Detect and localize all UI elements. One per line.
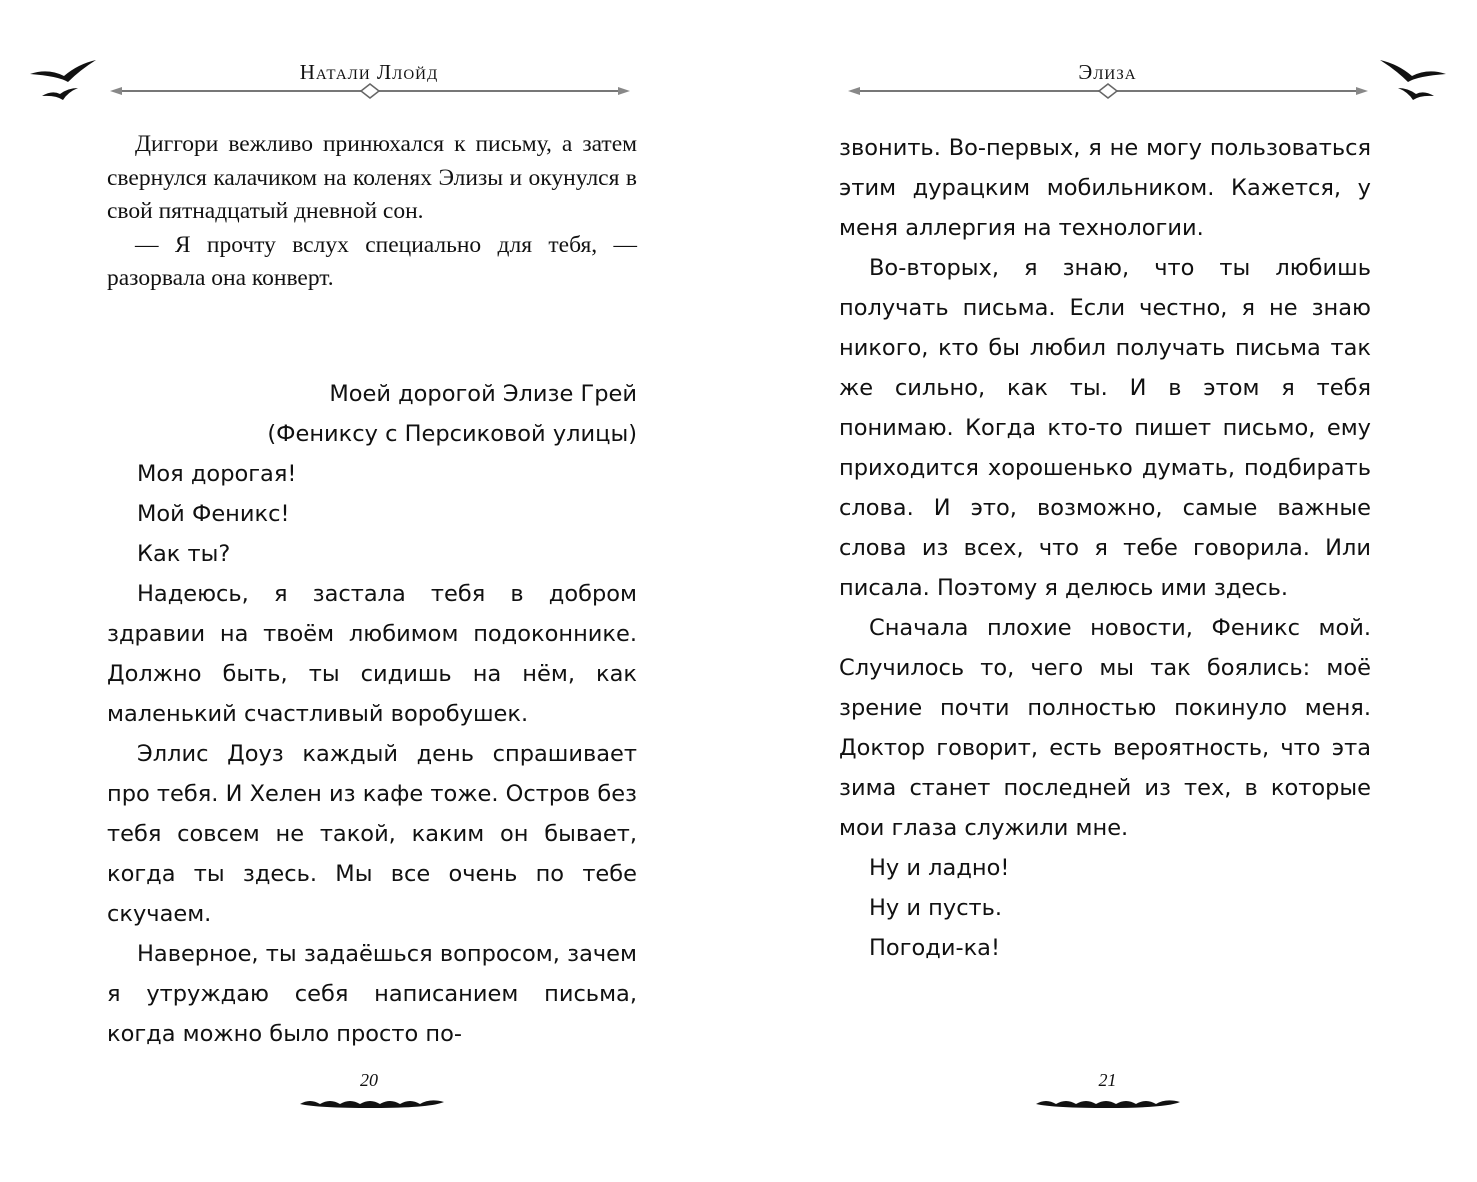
- letter-paragraph: звонить. Во-первых, я не могу пользоваться этим дурацким мобильником. Кажется, у меня аллергия на технологии.: [839, 135, 1371, 241]
- letter-paragraph: Наверное, ты задаёшься вопросом, зачем я утруждаю себя написанием письма, когда можно было просто по-: [107, 941, 637, 1047]
- narration-block: [107, 128, 637, 296]
- letter-line: Ну и ладно!: [869, 855, 1010, 881]
- header-rule: [846, 82, 1370, 100]
- letter-line: Ну и пусть.: [869, 895, 1003, 921]
- letter-block: [839, 128, 1371, 968]
- wave-ornament: [1034, 1096, 1182, 1110]
- letter-paragraph: Надеюсь, я застала тебя в добром здравии на твоём любимом подоконнике. Должно быть, ты сидишь на нём, как маленький счастливый воробушек.: [107, 581, 637, 727]
- letter-paragraph: Сначала плохие новости, Феникс мой. Случилось то, чего мы так боялись: моё зрение почти полностью покинуло меня. Доктор говорит, есть вероятность, что эта зима станет последней из тех, в которые мои глаза служили мне.: [839, 615, 1371, 841]
- letter-paragraph: Во-вторых, я знаю, что ты любишь получать письма. Если честно, я не знаю никого, кто бы любил получать письма так же сильно, как ты. И в этом я тебя понимаю. Когда кто-то пишет письмо, ему приходится хорошенько думать, подбирать слова. И это, возможно, самые важные слова из всех, что я тебе говорила. Или писала. Поэтому я делюсь ими здесь.: [839, 255, 1371, 601]
- letter-line: Погоди-ка!: [869, 935, 1000, 961]
- page-number: 21: [1098, 1070, 1117, 1090]
- letter-address: (Фениксу с Персиковой улицы): [267, 421, 637, 447]
- left-page: [0, 0, 738, 1182]
- running-header: Натали Ллойд: [299, 60, 439, 84]
- letter-block: [107, 374, 637, 1054]
- letter-line: Моя дорогая!: [137, 461, 297, 487]
- narration-paragraph: Диггори вежливо принюхался к письму, а затем свернулся калачиком на коленях Элизы и окунулся в свой пятнадцатый дневной сон.: [107, 131, 637, 224]
- page-number: 20: [360, 1070, 378, 1090]
- right-page: [738, 0, 1477, 1182]
- letter-address: Моей дорогой Элизе Грей: [329, 381, 637, 407]
- letter-line: Как ты?: [137, 541, 231, 567]
- seagull-icon: [1378, 58, 1448, 103]
- narration-paragraph: — Я прочту вслух специально для тебя, — разорвала она конверт.: [107, 231, 637, 291]
- header-rule: [108, 82, 632, 100]
- letter-paragraph: Эллис Доуз каждый день спрашивает про тебя. И Хелен из кафе тоже. Остров без тебя совсем не такой, каким он бывает, когда ты здесь. Мы все очень по тебе скучаем.: [107, 741, 637, 927]
- letter-line: Мой Феникс!: [137, 501, 290, 527]
- running-header: Элиза: [1078, 60, 1137, 84]
- wave-ornament: [298, 1096, 446, 1110]
